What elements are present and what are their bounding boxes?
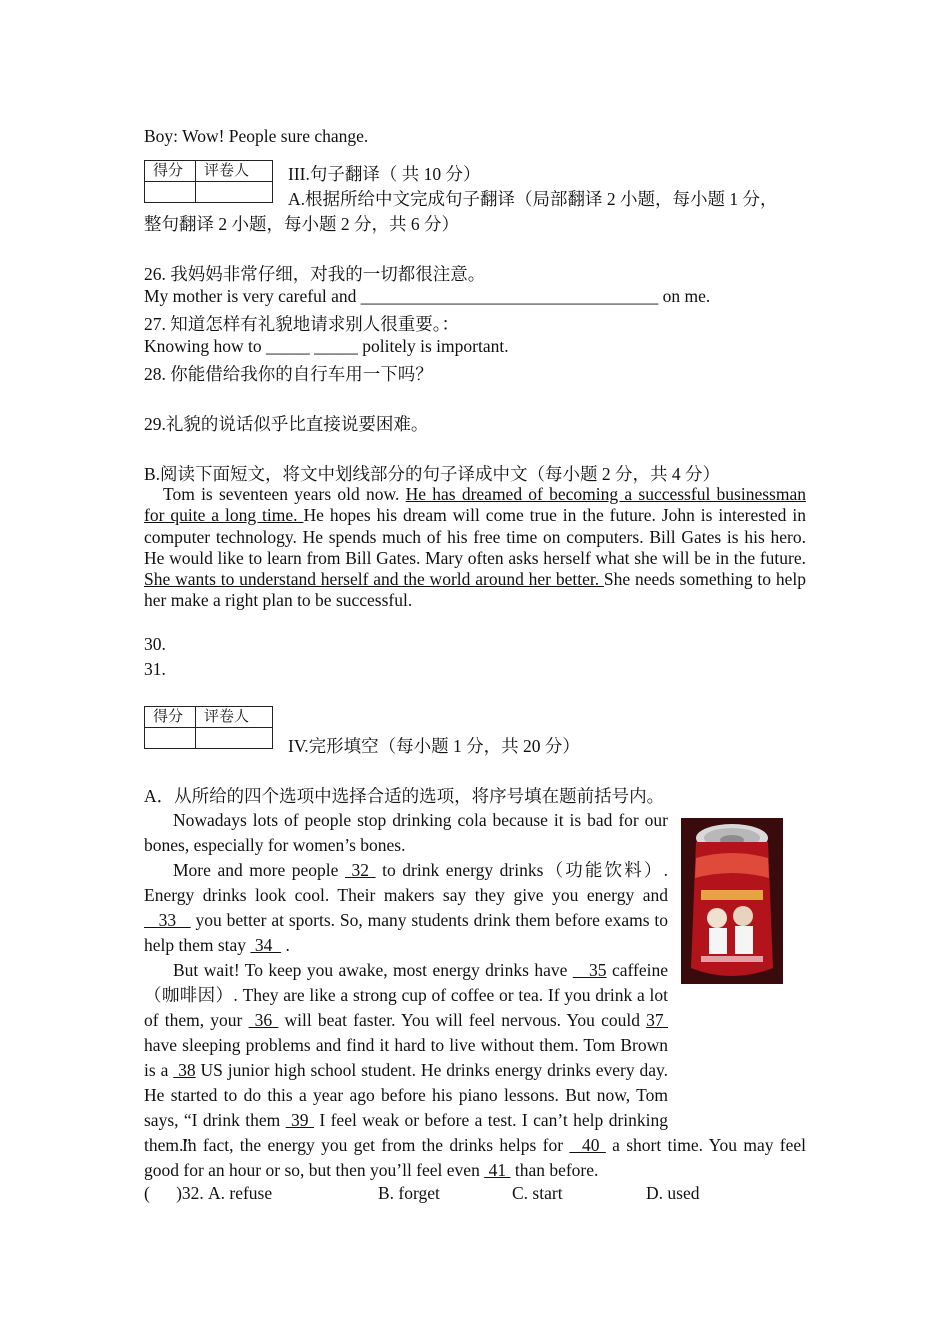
score-cell[interactable] [145, 728, 196, 749]
section4-part-a: A．从所给的四个选项中选择合适的选项，将序号填在题前括号内。 [144, 786, 665, 806]
cloze-text: I feel weak or before a test. I can’t help drinking them.” [144, 1110, 669, 1155]
q32-option-b[interactable]: B. forget [378, 1183, 440, 1203]
energy-drink-can-image [681, 818, 783, 984]
blank-39[interactable]: 39 [285, 1110, 314, 1130]
cloze-text: caffeine（咖啡因）. They are like a strong cup of coffee or tea. If you drink a lot of them, your [144, 960, 669, 1030]
part-b-title: B.阅读下面短文，将文中划线部分的句子译成中文（每小题 2 分，共 4 分） [144, 464, 721, 484]
underlined-sentence-31: She wants to understand herself and the world around her better. [144, 569, 604, 590]
q26-text-end: on me. [658, 286, 711, 306]
q32-option-a[interactable]: A. refuse [208, 1183, 273, 1203]
q27-blank-1[interactable]: _____ [266, 336, 310, 356]
cloze-text: you better at sports. So, many students drink them before exams to help them stay [144, 910, 668, 955]
grader-cell[interactable] [196, 728, 273, 749]
section3-part-a-line1: A.根据所给中文完成句子翻译（局部翻译 2 小题，每小题 1 分， [288, 189, 778, 209]
blank-32[interactable]: 32 [344, 860, 376, 880]
q26-chinese: 26. 我妈妈非常仔细，对我的一切都很注意。 [144, 264, 486, 284]
grader-label: 评卷人 [196, 161, 273, 182]
cloze-text: than before. [510, 1160, 599, 1180]
blank-37[interactable]: 37 [646, 1010, 669, 1030]
section3-title: III.句子翻译（ 共 10 分） [288, 164, 481, 184]
q27-text-start: Knowing how to [144, 336, 267, 356]
cloze-text: . [281, 935, 290, 955]
q29-chinese: 29.礼貌的说话似乎比直接说要困难。 [144, 414, 429, 434]
cloze-paragraph-3a [144, 958, 668, 1158]
score-cell[interactable] [145, 182, 196, 203]
cloze-text: a short time. You may feel good for an hour or so, but then you’ll feel even [144, 1135, 807, 1180]
reading-passage [144, 484, 806, 612]
cloze-paragraph-4 [144, 1133, 806, 1183]
cloze-text: US junior high school student. He drinks energy drinks every day. He started to do this a year ago before his piano lessons. But now, Tom says, “I drink them [144, 1060, 668, 1130]
q28-chinese: 28. 你能借给我你的自行车用一下吗？ [144, 364, 433, 384]
cloze-text: have sleeping problems and find it hard to live without them. Tom Brown is a [144, 1035, 668, 1080]
q26-english [144, 286, 710, 307]
cloze-text: More and more people [173, 860, 345, 880]
q26-text-start: My mother is very careful and [144, 286, 361, 306]
underlined-sentence-30: He has dreamed of becoming a successful businessman for quite a long time. [144, 484, 806, 526]
score-label: 得分 [145, 161, 196, 182]
q32-answer-paren[interactable]: ( )32. [144, 1183, 204, 1203]
blank-40[interactable]: 40 [569, 1135, 606, 1155]
passage-text-2: He hopes his dream will come true in the future. John is interested in computer technology. He spends much of his free time on computers. Bill Gates is his hero. He would like to learn from Bill Gates. Mary often asks herself what she will be in the future. [144, 505, 806, 568]
dialogue-line: Boy: Wow! People sure change. [144, 126, 369, 146]
q27-english [144, 336, 509, 357]
cloze-text: to drink energy drinks（功能饮料）. Energy drinks look cool. Their makers say they give you energy and [144, 860, 668, 905]
q27-text-end: politely is important. [357, 336, 509, 356]
cloze-paragraph-1: Nowadays lots of people stop drinking cola because it is bad for our bones, especially for women’s bones. [144, 810, 668, 855]
blank-33[interactable]: 33 [144, 910, 191, 930]
q30-label: 30. [144, 634, 166, 654]
q32-option-d[interactable]: D. used [646, 1183, 700, 1203]
q27-chinese: 27. 知道怎样有礼貌地请求别人很重要。： [144, 314, 459, 334]
score-box [144, 160, 273, 203]
blank-35[interactable]: 35 [572, 960, 607, 980]
cloze-text: But wait! To keep you awake, most energy drinks have [173, 960, 573, 980]
cloze-text: will beat faster. You will feel nervous. You could [278, 1010, 647, 1030]
q32-option-c[interactable]: C. start [512, 1183, 563, 1203]
score-label: 得分 [145, 707, 196, 728]
score-box [144, 706, 273, 749]
cloze-paragraph-2 [144, 858, 668, 958]
grader-cell[interactable] [196, 182, 273, 203]
section4-title: IV.完形填空（每小题 1 分，共 20 分） [288, 736, 580, 756]
passage-text-1: Tom is seventeen years old now. [163, 484, 406, 504]
q27-blank-2[interactable]: _____ [314, 336, 358, 356]
q26-blank[interactable]: __________________________________ [360, 286, 659, 306]
section3-part-a-line2: 整句翻译 2 小题，每小题 2 分，共 6 分） [144, 214, 459, 234]
grader-label: 评卷人 [196, 707, 273, 728]
passage-text-3: She needs something to help her make a right plan to be successful. [144, 569, 806, 611]
q31-label: 31. [144, 659, 166, 679]
blank-36[interactable]: 36 [248, 1010, 279, 1030]
blank-41[interactable]: 41 [484, 1160, 511, 1180]
blank-34[interactable]: 34 [250, 935, 282, 955]
blank-38[interactable]: 38 [173, 1060, 196, 1080]
cloze-text: In fact, the energy you get from the drinks helps for [182, 1135, 570, 1155]
